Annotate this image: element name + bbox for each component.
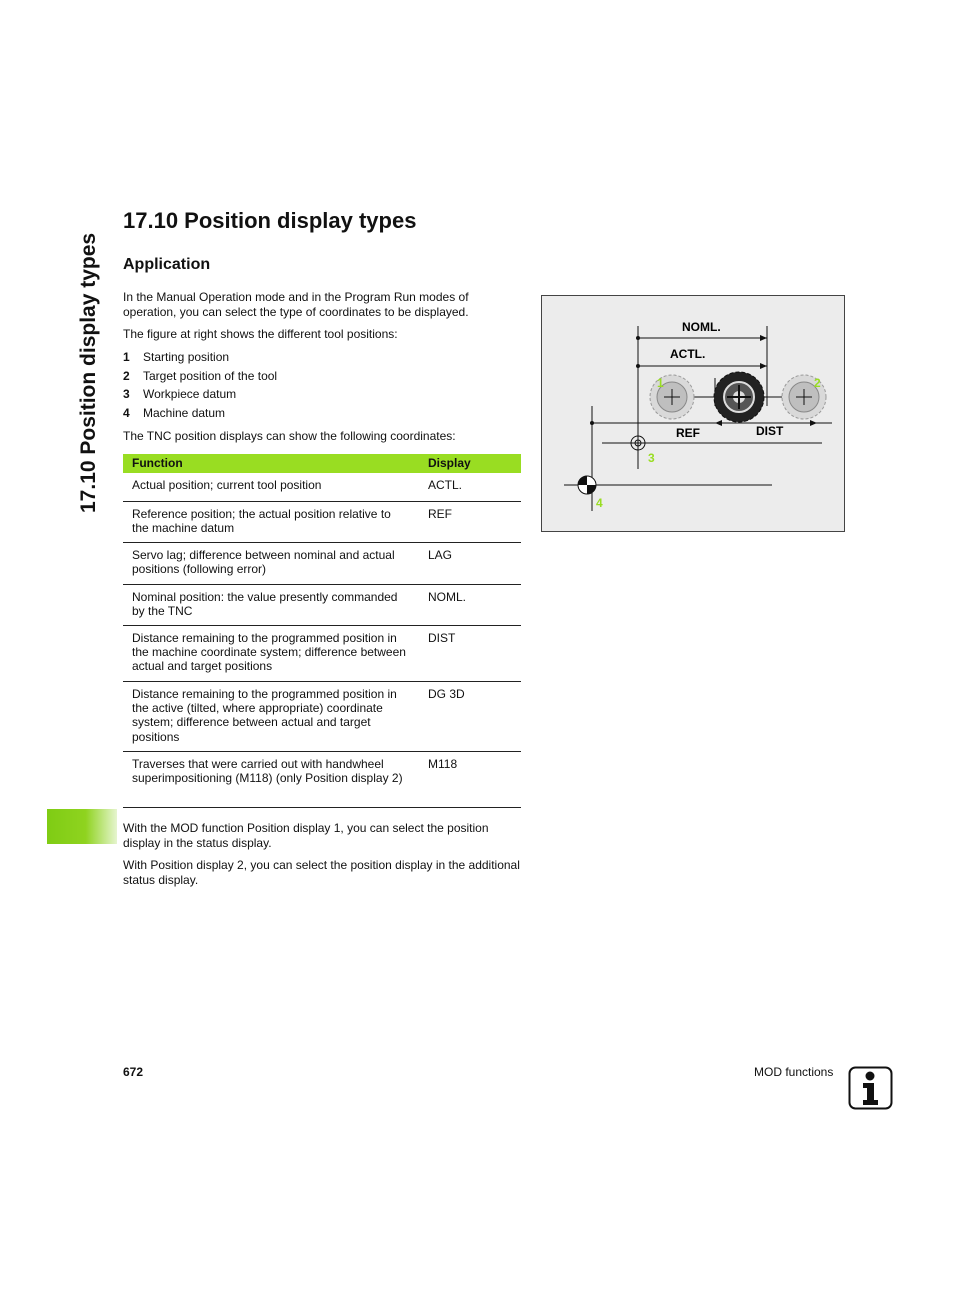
display-cell: NOML. — [419, 584, 521, 625]
marker-4: 4 — [596, 496, 603, 510]
function-cell: Nominal position: the value presently commanded by the TNC — [123, 584, 419, 625]
display-cell: DG 3D — [419, 681, 521, 751]
table-row — [123, 501, 521, 542]
machine-datum-icon — [578, 476, 596, 494]
marker-2: 2 — [814, 376, 821, 390]
table-row — [123, 625, 521, 681]
table-row — [123, 681, 521, 751]
list-item: 3 Workpiece datum — [123, 387, 237, 402]
table-row — [123, 584, 521, 625]
display-cell: ACTL. — [419, 473, 521, 501]
tool-positions-diagram — [542, 296, 844, 531]
list-item: 2 Target position of the tool — [123, 368, 278, 383]
outro-paragraph-2: With Position display 2, you can select the position display in the additional status display. — [123, 858, 520, 887]
actl-arrow — [760, 363, 767, 369]
dist-label: DIST — [756, 424, 784, 438]
chapter-name: MOD functions — [754, 1065, 834, 1079]
function-cell: Distance remaining to the programmed position in the active (tilted, where appropriate) coordinate system; difference between actual and target positions — [123, 681, 419, 751]
chapter-tab-marker — [47, 809, 117, 844]
intro-paragraph: In the Manual Operation mode and in the Program Run modes of operation, you can select the type of coordinates to be displayed. — [123, 290, 469, 319]
figure-intro-paragraph: The figure at right shows the different tool positions: — [123, 327, 398, 341]
function-cell: Servo lag; difference between nominal and actual positions (following error) — [123, 542, 419, 584]
marker-3: 3 — [648, 451, 655, 465]
section-title: 17.10 Position display types — [123, 208, 417, 233]
outro-paragraph-1: With the MOD function Position display 1, you can select the position display in the status display. — [123, 821, 489, 850]
function-cell: Traverses that were carried out with handwheel superimpositioning (M118) (only Position display 2) — [123, 751, 419, 807]
marker-1: 1 — [657, 376, 664, 390]
table-header-row — [123, 454, 521, 473]
info-icon — [848, 1066, 893, 1110]
column-header-display: Display — [419, 454, 521, 473]
ref-start-dot — [590, 421, 594, 425]
tool-positions-figure — [541, 295, 845, 532]
subsection-title: Application — [123, 256, 211, 273]
display-cell: REF — [419, 501, 521, 542]
actl-label: ACTL. — [670, 347, 706, 361]
noml-start-dot — [636, 336, 640, 340]
list-item: 4 Machine datum — [123, 405, 226, 420]
column-header-function: Function — [123, 454, 419, 473]
page-number: 672 — [123, 1065, 144, 1079]
ref-arrow — [715, 420, 722, 426]
current-tool-icon — [714, 372, 764, 422]
dist-arrow — [810, 420, 817, 426]
noml-label: NOML. — [682, 320, 721, 334]
ref-label: REF — [676, 426, 700, 440]
display-cell: DIST — [419, 625, 521, 681]
table-row — [123, 473, 521, 501]
actl-start-dot — [636, 364, 640, 368]
position-list — [123, 350, 277, 424]
display-cell: M118 — [419, 751, 521, 807]
list-item: 1 Starting position — [123, 350, 230, 364]
coords-intro-paragraph: The TNC position displays can show the following coordinates: — [123, 429, 456, 443]
function-cell: Actual position; current tool position — [123, 473, 419, 501]
table-row — [123, 751, 521, 807]
display-cell: LAG — [419, 542, 521, 584]
table-row — [123, 542, 521, 584]
display-types-table — [123, 454, 521, 808]
function-cell: Reference position; the actual position relative to the machine datum — [123, 501, 419, 542]
side-chapter-title: 17.10 Position display types — [77, 232, 100, 513]
workpiece-datum-icon — [628, 433, 648, 453]
noml-arrow — [760, 335, 767, 341]
function-cell: Distance remaining to the programmed position in the machine coordinate system; difference between actual and target positions — [123, 625, 419, 681]
